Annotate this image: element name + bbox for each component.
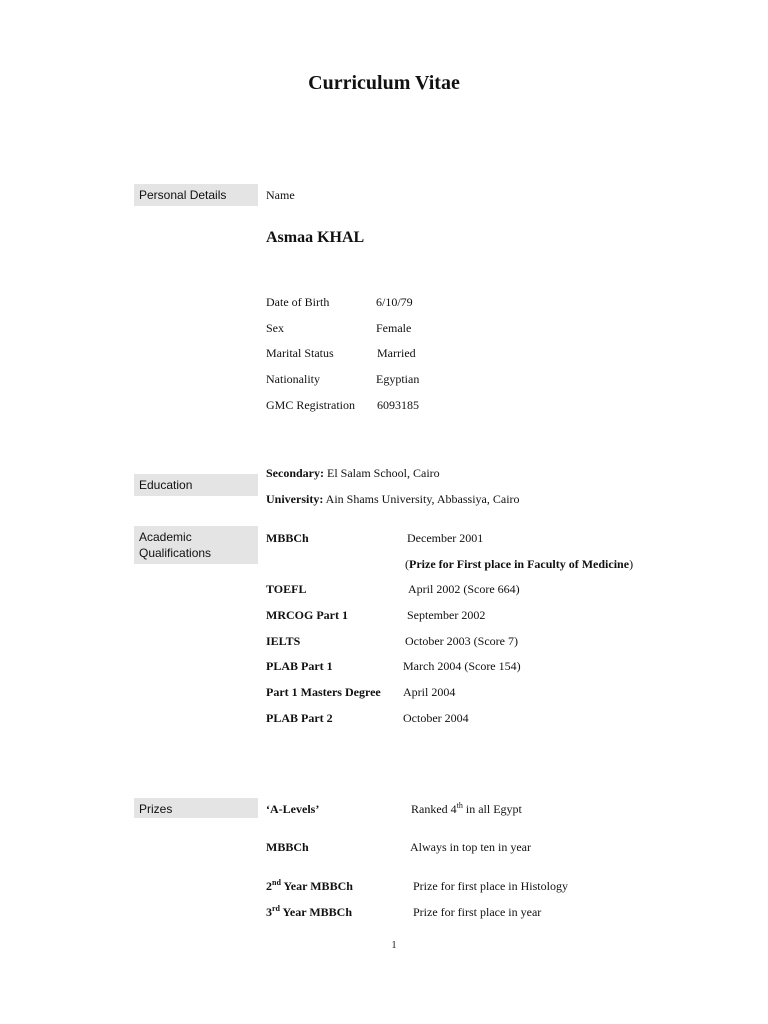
section-label-personal-details: Personal Details	[134, 184, 258, 206]
sex-label: Sex	[266, 321, 284, 335]
prize-a-levels-value	[411, 802, 522, 816]
qualification-toefl-value: April 2002 (Score 664)	[408, 582, 520, 596]
prize-2nd-year-label	[266, 879, 353, 893]
qualification-masters-value: April 2004	[403, 685, 456, 699]
qualification-mrcog-label: MRCOG Part 1	[266, 608, 348, 622]
qualification-plab1-value: March 2004 (Score 154)	[403, 659, 521, 673]
mbbch-prize-text: Prize for First place in Faculty of Medicine	[409, 557, 630, 571]
education-secondary	[266, 466, 440, 480]
prize-3rd-year-sup: rd	[272, 904, 280, 913]
marital-status-value: Married	[377, 346, 416, 360]
page-title: Curriculum Vitae	[308, 72, 460, 94]
prize-2nd-year-value: Prize for first place in Histology	[413, 879, 568, 893]
education-university	[266, 492, 520, 506]
prize-mbbch-label: MBBCh	[266, 840, 309, 854]
prize-3rd-year-label	[266, 905, 352, 919]
qualification-mbbch-prize: (Prize for First place in Faculty of Medicine)	[405, 557, 634, 571]
dob-label: Date of Birth	[266, 295, 330, 309]
qualification-toefl-label: TOEFL	[266, 582, 307, 596]
sex-value: Female	[376, 321, 412, 335]
qualification-plab1-label: PLAB Part 1	[266, 659, 333, 673]
qualification-plab2-value: October 2004	[403, 711, 469, 725]
name-label: Name	[266, 188, 295, 202]
university-value: Ain Shams University, Abbassiya, Cairo	[325, 492, 520, 506]
university-label: University:	[266, 492, 324, 506]
gmc-registration-value: 6093185	[377, 398, 419, 412]
prize-3rd-year-rest: Year MBBCh	[280, 905, 352, 919]
prize-a-levels-value-main: Ranked 4	[411, 802, 457, 816]
section-label-prizes: Prizes	[134, 798, 258, 818]
full-name: Asmaa KHAL	[266, 229, 365, 246]
qualification-mrcog-value: September 2002	[407, 608, 486, 622]
marital-status-label: Marital Status	[266, 346, 334, 360]
prize-a-levels-label: ‘A-Levels’	[266, 802, 320, 816]
qualification-mbbch-value: December 2001	[407, 531, 484, 545]
qualification-mbbch-label: MBBCh	[266, 531, 309, 545]
prize-3rd-year-num: 3	[266, 905, 272, 919]
qualification-ielts-value: October 2003 (Score 7)	[405, 634, 518, 648]
nationality-value: Egyptian	[376, 372, 420, 386]
page-number: 1	[391, 940, 397, 951]
section-label-education: Education	[134, 474, 258, 496]
qualification-masters-label: Part 1 Masters Degree	[266, 685, 381, 699]
prize-a-levels-value-rest: in all Egypt	[462, 802, 522, 816]
dob-value: 6/10/79	[376, 295, 413, 309]
prize-3rd-year-value: Prize for first place in year	[413, 905, 542, 919]
prize-2nd-year-sup: nd	[272, 878, 281, 887]
secondary-value: El Salam School, Cairo	[327, 466, 440, 480]
prize-2nd-year-rest: Year MBBCh	[280, 879, 353, 893]
gmc-registration-label: GMC Registration	[266, 398, 355, 412]
qualification-ielts-label: IELTS	[266, 634, 301, 648]
nationality-label: Nationality	[266, 372, 320, 386]
section-label-academic-qualifications: Academic Qualifications	[134, 526, 258, 564]
prize-2nd-year-num: 2	[266, 879, 272, 893]
qualification-plab2-label: PLAB Part 2	[266, 711, 333, 725]
secondary-label: Secondary:	[266, 466, 324, 480]
prize-a-levels-value-sup: th	[456, 801, 463, 810]
prize-mbbch-value: Always in top ten in year	[410, 840, 531, 854]
